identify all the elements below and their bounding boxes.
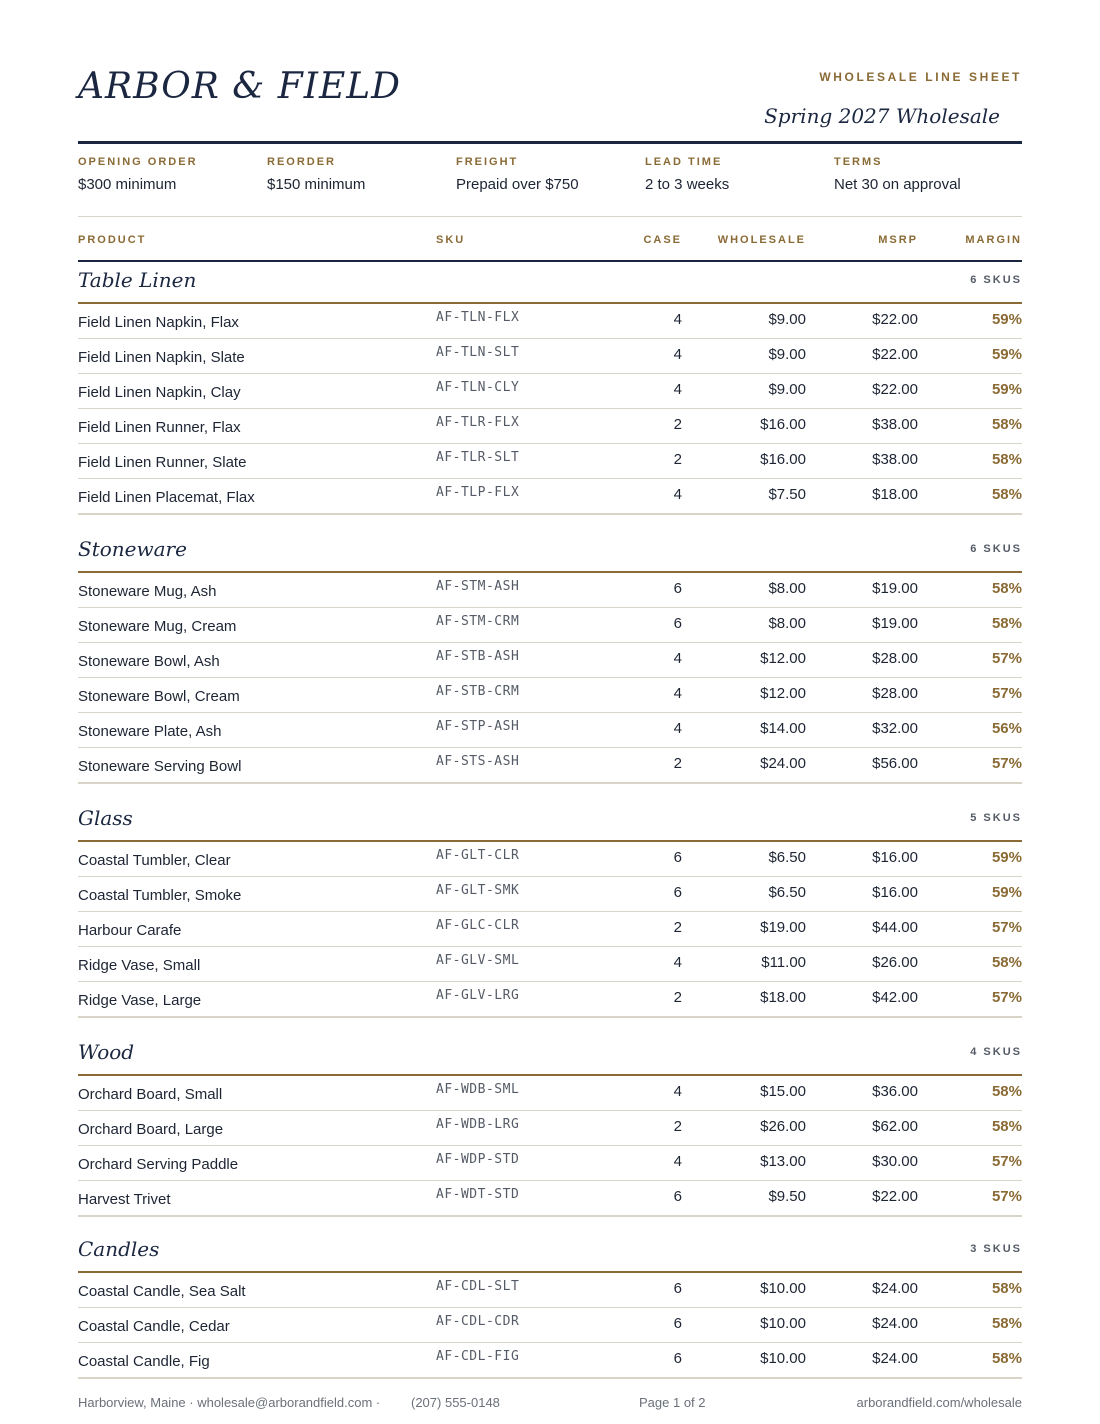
margin-percent: 58% xyxy=(991,416,1022,433)
margin-percent: 57% xyxy=(991,1188,1022,1205)
footer-url: arborandfield.com/wholesale xyxy=(856,1395,1022,1410)
section-header xyxy=(78,531,1022,573)
wholesale-price: $9.00 xyxy=(768,346,806,363)
case-pack: 4 xyxy=(673,311,682,328)
case-pack: 4 xyxy=(673,720,682,737)
document-kicker: WHOLESALE LINE SHEET xyxy=(819,70,1022,84)
product-name: Coastal Tumbler, Clear xyxy=(78,852,231,869)
product-name: Field Linen Napkin, Flax xyxy=(78,314,239,331)
product-sku: AF-TLN-SLT xyxy=(436,345,520,360)
case-pack: 2 xyxy=(673,989,682,1006)
product-name: Orchard Board, Large xyxy=(78,1121,224,1138)
case-pack: 6 xyxy=(673,1350,682,1367)
product-sku: AF-GLT-CLR xyxy=(436,848,520,863)
table-row xyxy=(78,1146,1022,1181)
table-row xyxy=(78,409,1022,444)
term-value: $150 minimum xyxy=(267,176,366,193)
margin-percent: 57% xyxy=(991,1153,1022,1170)
case-pack: 4 xyxy=(673,346,682,363)
column-header-margin: MARGIN xyxy=(965,234,1022,246)
wholesale-price: $16.00 xyxy=(760,451,806,468)
product-name: Field Linen Napkin, Clay xyxy=(78,384,241,401)
term-value: Net 30 on approval xyxy=(834,176,961,193)
margin-percent: 59% xyxy=(991,849,1022,866)
product-name: Harbour Carafe xyxy=(78,922,182,939)
product-name: Orchard Serving Paddle xyxy=(78,1156,239,1173)
product-name: Ridge Vase, Large xyxy=(78,992,202,1009)
case-pack: 6 xyxy=(673,1188,682,1205)
margin-percent: 58% xyxy=(991,615,1022,632)
margin-percent: 58% xyxy=(991,1350,1022,1367)
product-sku: AF-TLR-FLX xyxy=(436,415,520,430)
product-name: Field Linen Placemat, Flax xyxy=(78,489,255,506)
wholesale-price: $7.50 xyxy=(768,486,806,503)
margin-percent: 58% xyxy=(991,1315,1022,1332)
product-name: Field Linen Napkin, Slate xyxy=(78,349,245,366)
product-sku: AF-STM-CRM xyxy=(436,614,520,629)
column-header-msrp: MSRP xyxy=(878,234,918,246)
footer-page-number: Page 1 of 2 xyxy=(639,1395,706,1410)
order-terms xyxy=(78,156,1022,206)
term-reorder xyxy=(267,156,365,193)
product-name: Stoneware Bowl, Ash xyxy=(78,653,220,670)
margin-percent: 58% xyxy=(991,1118,1022,1135)
case-pack: 2 xyxy=(673,416,682,433)
margin-percent: 58% xyxy=(991,954,1022,971)
column-header-sku: SKU xyxy=(436,234,466,246)
table-row xyxy=(78,643,1022,678)
msrp-price: $30.00 xyxy=(872,1153,918,1170)
msrp-price: $26.00 xyxy=(872,954,918,971)
product-sku: AF-STB-CRM xyxy=(436,684,520,699)
margin-percent: 58% xyxy=(991,1280,1022,1297)
wholesale-price: $14.00 xyxy=(760,720,806,737)
msrp-price: $22.00 xyxy=(872,381,918,398)
product-name: Stoneware Mug, Ash xyxy=(78,583,217,600)
table-row xyxy=(78,304,1022,339)
table-row xyxy=(78,678,1022,713)
case-pack: 6 xyxy=(673,1315,682,1332)
case-pack: 2 xyxy=(673,919,682,936)
margin-percent: 58% xyxy=(991,451,1022,468)
term-label: TERMS xyxy=(834,156,883,168)
case-pack: 4 xyxy=(673,381,682,398)
wholesale-price: $10.00 xyxy=(760,1350,806,1367)
margin-percent: 58% xyxy=(991,1083,1022,1100)
case-pack: 4 xyxy=(673,650,682,667)
section-sku-count: 6 SKUS xyxy=(970,274,1022,286)
msrp-price: $28.00 xyxy=(872,685,918,702)
product-name: Stoneware Bowl, Cream xyxy=(78,688,240,705)
case-pack: 4 xyxy=(673,486,682,503)
table-row xyxy=(78,608,1022,643)
product-sku: AF-GLV-LRG xyxy=(436,988,520,1003)
section-title: Stoneware xyxy=(78,537,187,561)
term-opening-order xyxy=(78,156,198,193)
product-name: Ridge Vase, Small xyxy=(78,957,201,974)
table-row xyxy=(78,877,1022,912)
terms-divider xyxy=(78,216,1022,217)
case-pack: 2 xyxy=(673,1118,682,1135)
section-header xyxy=(78,1231,1022,1273)
table-row xyxy=(78,573,1022,608)
margin-percent: 59% xyxy=(991,884,1022,901)
msrp-price: $38.00 xyxy=(872,451,918,468)
msrp-price: $18.00 xyxy=(872,486,918,503)
margin-percent: 57% xyxy=(991,650,1022,667)
product-name: Harvest Trivet xyxy=(78,1191,171,1208)
section-stoneware xyxy=(78,531,1022,784)
table-row xyxy=(78,479,1022,515)
section-rows xyxy=(78,1273,1022,1379)
season-title: Spring 2027 Wholesale xyxy=(764,104,1000,128)
term-lead-time xyxy=(645,156,729,193)
column-header-case: CASE xyxy=(643,234,682,246)
wholesale-price: $10.00 xyxy=(760,1315,806,1332)
product-sku: AF-CDL-FIG xyxy=(436,1349,520,1364)
section-header xyxy=(78,800,1022,842)
section-rows xyxy=(78,573,1022,784)
wholesale-price: $12.00 xyxy=(760,650,806,667)
table-row xyxy=(78,444,1022,479)
msrp-price: $36.00 xyxy=(872,1083,918,1100)
table-row xyxy=(78,982,1022,1018)
product-name: Stoneware Serving Bowl xyxy=(78,758,242,775)
case-pack: 4 xyxy=(673,1153,682,1170)
header-divider xyxy=(78,141,1022,144)
msrp-price: $24.00 xyxy=(872,1315,918,1332)
msrp-price: $24.00 xyxy=(872,1350,918,1367)
section-title: Wood xyxy=(78,1040,135,1064)
wholesale-price: $13.00 xyxy=(760,1153,806,1170)
section-rows xyxy=(78,842,1022,1018)
margin-percent: 58% xyxy=(991,580,1022,597)
term-value: $300 minimum xyxy=(78,176,177,193)
product-name: Field Linen Runner, Slate xyxy=(78,454,247,471)
table-row xyxy=(78,713,1022,748)
margin-percent: 59% xyxy=(991,346,1022,363)
product-sku: AF-TLP-FLX xyxy=(436,485,520,500)
term-value: 2 to 3 weeks xyxy=(645,176,730,193)
product-sku: AF-STS-ASH xyxy=(436,754,520,769)
product-name: Stoneware Mug, Cream xyxy=(78,618,237,635)
case-pack: 2 xyxy=(673,451,682,468)
margin-percent: 56% xyxy=(991,720,1022,737)
margin-percent: 57% xyxy=(991,755,1022,772)
wholesale-price: $9.50 xyxy=(768,1188,806,1205)
msrp-price: $19.00 xyxy=(872,615,918,632)
case-pack: 6 xyxy=(673,580,682,597)
margin-percent: 58% xyxy=(991,486,1022,503)
msrp-price: $22.00 xyxy=(872,1188,918,1205)
section-title: Table Linen xyxy=(78,268,197,292)
product-sku: AF-TLR-SLT xyxy=(436,450,520,465)
product-name: Coastal Tumbler, Smoke xyxy=(78,887,242,904)
product-sku: AF-WDB-SML xyxy=(436,1082,520,1097)
product-sku: AF-WDT-STD xyxy=(436,1187,520,1202)
page-footer xyxy=(78,1395,1022,1413)
msrp-price: $16.00 xyxy=(872,884,918,901)
product-sku: AF-CDL-SLT xyxy=(436,1279,520,1294)
product-sku: AF-STB-ASH xyxy=(436,649,520,664)
brand-wordmark: ARBOR & FIELD xyxy=(78,66,402,107)
case-pack: 6 xyxy=(673,1280,682,1297)
product-sku: AF-TLN-CLY xyxy=(436,380,520,395)
product-sku: AF-TLN-FLX xyxy=(436,310,520,325)
section-header xyxy=(78,1034,1022,1076)
product-name: Stoneware Plate, Ash xyxy=(78,723,222,740)
wholesale-price: $26.00 xyxy=(760,1118,806,1135)
case-pack: 4 xyxy=(673,954,682,971)
wholesale-price: $24.00 xyxy=(760,755,806,772)
wholesale-price: $11.00 xyxy=(761,954,806,971)
wholesale-price: $16.00 xyxy=(760,416,806,433)
section-candles xyxy=(78,1231,1022,1379)
msrp-price: $16.00 xyxy=(872,849,918,866)
product-name: Orchard Board, Small xyxy=(78,1086,223,1103)
msrp-price: $19.00 xyxy=(872,580,918,597)
case-pack: 6 xyxy=(673,615,682,632)
table-row xyxy=(78,1111,1022,1146)
table-row xyxy=(78,1076,1022,1111)
table-row xyxy=(78,1343,1022,1379)
wholesale-price: $8.00 xyxy=(768,615,806,632)
wholesale-price: $18.00 xyxy=(760,989,806,1006)
section-wood xyxy=(78,1034,1022,1217)
term-label: LEAD TIME xyxy=(645,156,723,168)
wholesale-price: $10.00 xyxy=(760,1280,806,1297)
table-row xyxy=(78,374,1022,409)
margin-percent: 59% xyxy=(991,381,1022,398)
column-header-product: PRODUCT xyxy=(78,234,147,246)
wholesale-price: $9.00 xyxy=(768,311,806,328)
wholesale-price: $8.00 xyxy=(768,580,806,597)
term-label: REORDER xyxy=(267,156,337,168)
column-header-wholesale: WHOLESALE xyxy=(717,234,806,246)
table-row xyxy=(78,748,1022,784)
table-row xyxy=(78,912,1022,947)
msrp-price: $22.00 xyxy=(872,311,918,328)
column-header-row xyxy=(78,234,1022,248)
section-sku-count: 5 SKUS xyxy=(970,812,1022,824)
section-title: Glass xyxy=(78,806,133,830)
term-freight xyxy=(456,156,579,193)
table-row xyxy=(78,1308,1022,1343)
case-pack: 6 xyxy=(673,884,682,901)
msrp-price: $38.00 xyxy=(872,416,918,433)
section-table-linen xyxy=(78,262,1022,515)
footer-phone: (207) 555-0148 xyxy=(411,1395,500,1410)
msrp-price: $28.00 xyxy=(872,650,918,667)
product-sku: AF-WDP-STD xyxy=(436,1152,520,1167)
section-header xyxy=(78,262,1022,304)
product-sku: AF-CDL-CDR xyxy=(436,1314,520,1329)
msrp-price: $24.00 xyxy=(872,1280,918,1297)
margin-percent: 59% xyxy=(991,311,1022,328)
margin-percent: 57% xyxy=(991,685,1022,702)
msrp-price: $32.00 xyxy=(872,720,918,737)
product-name: Coastal Candle, Fig xyxy=(78,1353,210,1370)
term-payment-terms xyxy=(834,156,961,193)
table-row xyxy=(78,1273,1022,1308)
product-name: Field Linen Runner, Flax xyxy=(78,419,241,436)
wholesale-price: $6.50 xyxy=(768,849,806,866)
section-sku-count: 3 SKUS xyxy=(970,1243,1022,1255)
table-row xyxy=(78,1181,1022,1217)
wholesale-price: $9.00 xyxy=(768,381,806,398)
wholesale-price: $19.00 xyxy=(760,919,806,936)
case-pack: 4 xyxy=(673,685,682,702)
section-rows xyxy=(78,304,1022,515)
term-label: OPENING ORDER xyxy=(78,156,198,168)
wholesale-price: $12.00 xyxy=(760,685,806,702)
margin-percent: 57% xyxy=(991,919,1022,936)
table-row xyxy=(78,947,1022,982)
term-label: FREIGHT xyxy=(456,156,519,168)
term-value: Prepaid over $750 xyxy=(456,176,579,193)
case-pack: 2 xyxy=(673,755,682,772)
msrp-price: $42.00 xyxy=(872,989,918,1006)
section-sku-count: 4 SKUS xyxy=(970,1046,1022,1058)
product-name: Coastal Candle, Sea Salt xyxy=(78,1283,246,1300)
msrp-price: $44.00 xyxy=(872,919,918,936)
case-pack: 4 xyxy=(673,1083,682,1100)
table-row xyxy=(78,842,1022,877)
section-title: Candles xyxy=(78,1237,160,1261)
footer-address: Harborview, Maine · wholesale@arborandfield.com · xyxy=(78,1395,381,1410)
section-rows xyxy=(78,1076,1022,1217)
product-sku: AF-GLC-CLR xyxy=(436,918,520,933)
margin-percent: 57% xyxy=(991,989,1022,1006)
msrp-price: $62.00 xyxy=(872,1118,918,1135)
msrp-price: $22.00 xyxy=(872,346,918,363)
wholesale-price: $15.00 xyxy=(760,1083,806,1100)
product-name: Coastal Candle, Cedar xyxy=(78,1318,230,1335)
section-glass xyxy=(78,800,1022,1018)
product-sku: AF-GLV-SML xyxy=(436,953,520,968)
product-sku: AF-STP-ASH xyxy=(436,719,520,734)
product-sku: AF-STM-ASH xyxy=(436,579,520,594)
table-row xyxy=(78,339,1022,374)
wholesale-price: $6.50 xyxy=(768,884,806,901)
product-sku: AF-GLT-SMK xyxy=(436,883,520,898)
msrp-price: $56.00 xyxy=(872,755,918,772)
product-sku: AF-WDB-LRG xyxy=(436,1117,520,1132)
case-pack: 6 xyxy=(673,849,682,866)
section-sku-count: 6 SKUS xyxy=(970,543,1022,555)
